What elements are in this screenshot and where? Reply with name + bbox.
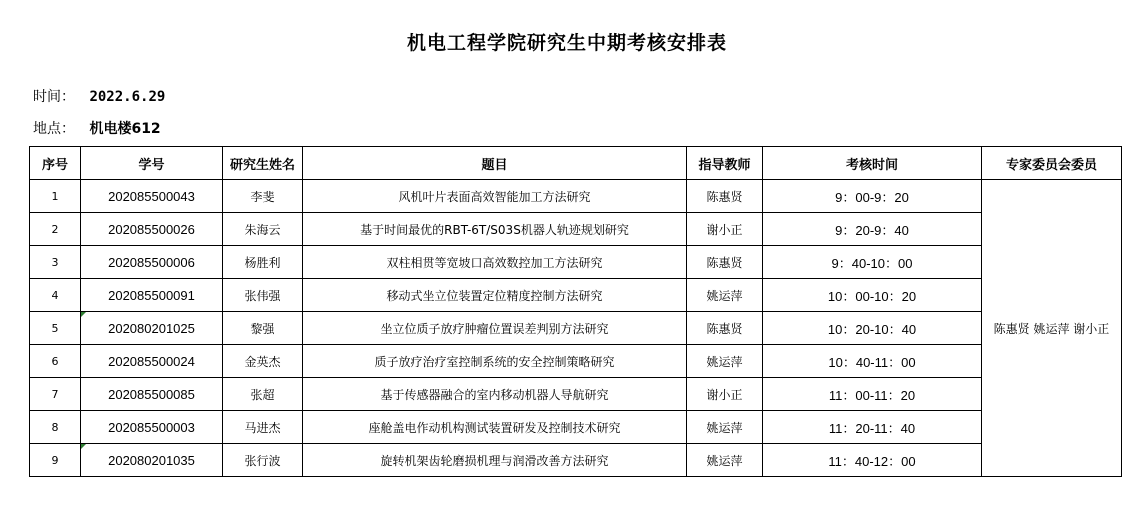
- cell-student-id: 202085500091: [81, 279, 223, 312]
- header-student-name: 研究生姓名: [223, 147, 303, 180]
- cell-topic: 风机叶片表面高效智能加工方法研究: [303, 180, 687, 213]
- cell-exam-time: 10：00-10：20: [763, 279, 982, 312]
- table-row: [30, 378, 1122, 411]
- cell-advisor: 陈惠贤: [687, 246, 763, 279]
- cell-seq: 3: [30, 246, 81, 279]
- cell-student-name: 黎强: [223, 312, 303, 345]
- table-row: [30, 180, 1122, 213]
- cell-topic: 旋转机架齿轮磨损机理与润滑改善方法研究: [303, 444, 687, 477]
- header-student-id: 学号: [81, 147, 223, 180]
- cell-seq: 1: [30, 180, 81, 213]
- cell-student-id: 202085500006: [81, 246, 223, 279]
- cell-student-id: 202080201025: [81, 312, 223, 345]
- cell-seq: 7: [30, 378, 81, 411]
- cell-topic: 基于传感器融合的室内移动机器人导航研究: [303, 378, 687, 411]
- cell-student-name: 朱海云: [223, 213, 303, 246]
- place-label: 地点：: [33, 121, 75, 137]
- cell-exam-time: 9：00-9：20: [763, 180, 982, 213]
- cell-advisor: 谢小正: [687, 213, 763, 246]
- cell-seq: 5: [30, 312, 81, 345]
- cell-experts: 陈惠贤 姚运萍 谢小正: [982, 180, 1122, 477]
- cell-exam-time: 10：40-11：00: [763, 345, 982, 378]
- cell-student-id: 202085500026: [81, 213, 223, 246]
- cell-topic: 移动式坐立位装置定位精度控制方法研究: [303, 279, 687, 312]
- cell-exam-time: 9：20-9：40: [763, 213, 982, 246]
- table-row: [30, 444, 1122, 477]
- cell-exam-time: 11：00-11：20: [763, 378, 982, 411]
- table-row: [30, 312, 1122, 345]
- time-value: 2022.6.29: [89, 89, 166, 105]
- meta-place-row: [33, 118, 161, 138]
- cell-advisor: 姚运萍: [687, 345, 763, 378]
- cell-exam-time: 9：40-10：00: [763, 246, 982, 279]
- cell-exam-time: 10：20-10：40: [763, 312, 982, 345]
- cell-topic: 座舱盖电作动机构测试装置研发及控制技术研究: [303, 411, 687, 444]
- cell-advisor: 谢小正: [687, 378, 763, 411]
- cell-seq: 9: [30, 444, 81, 477]
- table-row: [30, 246, 1122, 279]
- table-row: [30, 213, 1122, 246]
- cell-student-id: 202085500043: [81, 180, 223, 213]
- cell-student-name: 张伟强: [223, 279, 303, 312]
- cell-student-name: 杨胜利: [223, 246, 303, 279]
- cell-advisor: 姚运萍: [687, 444, 763, 477]
- cell-seq: 6: [30, 345, 81, 378]
- cell-topic: 坐立位质子放疗肿瘤位置误差判别方法研究: [303, 312, 687, 345]
- cell-student-id: 202080201035: [81, 444, 223, 477]
- header-topic: 题目: [303, 147, 687, 180]
- cell-seq: 4: [30, 279, 81, 312]
- cell-topic: 基于时间最优的RBT-6T/S03S机器人轨迹规划研究: [303, 213, 687, 246]
- cell-exam-time: 11：40-12：00: [763, 444, 982, 477]
- table-row: [30, 279, 1122, 312]
- cell-student-name: 张行波: [223, 444, 303, 477]
- cell-advisor: 姚运萍: [687, 279, 763, 312]
- cell-exam-time: 11：20-11：40: [763, 411, 982, 444]
- cell-seq: 2: [30, 213, 81, 246]
- cell-student-id: 202085500085: [81, 378, 223, 411]
- header-exam-time: 考核时间: [763, 147, 982, 180]
- cell-advisor: 姚运萍: [687, 411, 763, 444]
- table-row: [30, 345, 1122, 378]
- time-label: 时间：: [33, 89, 75, 105]
- cell-advisor: 陈惠贤: [687, 312, 763, 345]
- cell-student-name: 李斐: [223, 180, 303, 213]
- cell-topic: 双柱相贯等宽坡口高效数控加工方法研究: [303, 246, 687, 279]
- cell-student-id: 202085500024: [81, 345, 223, 378]
- table-header-row: [30, 147, 1122, 180]
- schedule-table: [29, 146, 1122, 477]
- cell-student-name: 马进杰: [223, 411, 303, 444]
- place-value: 机电楼612: [89, 121, 161, 137]
- header-advisor: 指导教师: [687, 147, 763, 180]
- header-seq: 序号: [30, 147, 81, 180]
- cell-topic: 质子放疗治疗室控制系统的安全控制策略研究: [303, 345, 687, 378]
- cell-advisor: 陈惠贤: [687, 180, 763, 213]
- table-row: [30, 411, 1122, 444]
- header-experts: 专家委员会委员: [982, 147, 1122, 180]
- cell-student-name: 金英杰: [223, 345, 303, 378]
- meta-time-row: [33, 86, 165, 106]
- cell-student-id: 202085500003: [81, 411, 223, 444]
- cell-student-name: 张超: [223, 378, 303, 411]
- cell-seq: 8: [30, 411, 81, 444]
- page-title: 机电工程学院研究生中期考核安排表: [406, 32, 727, 54]
